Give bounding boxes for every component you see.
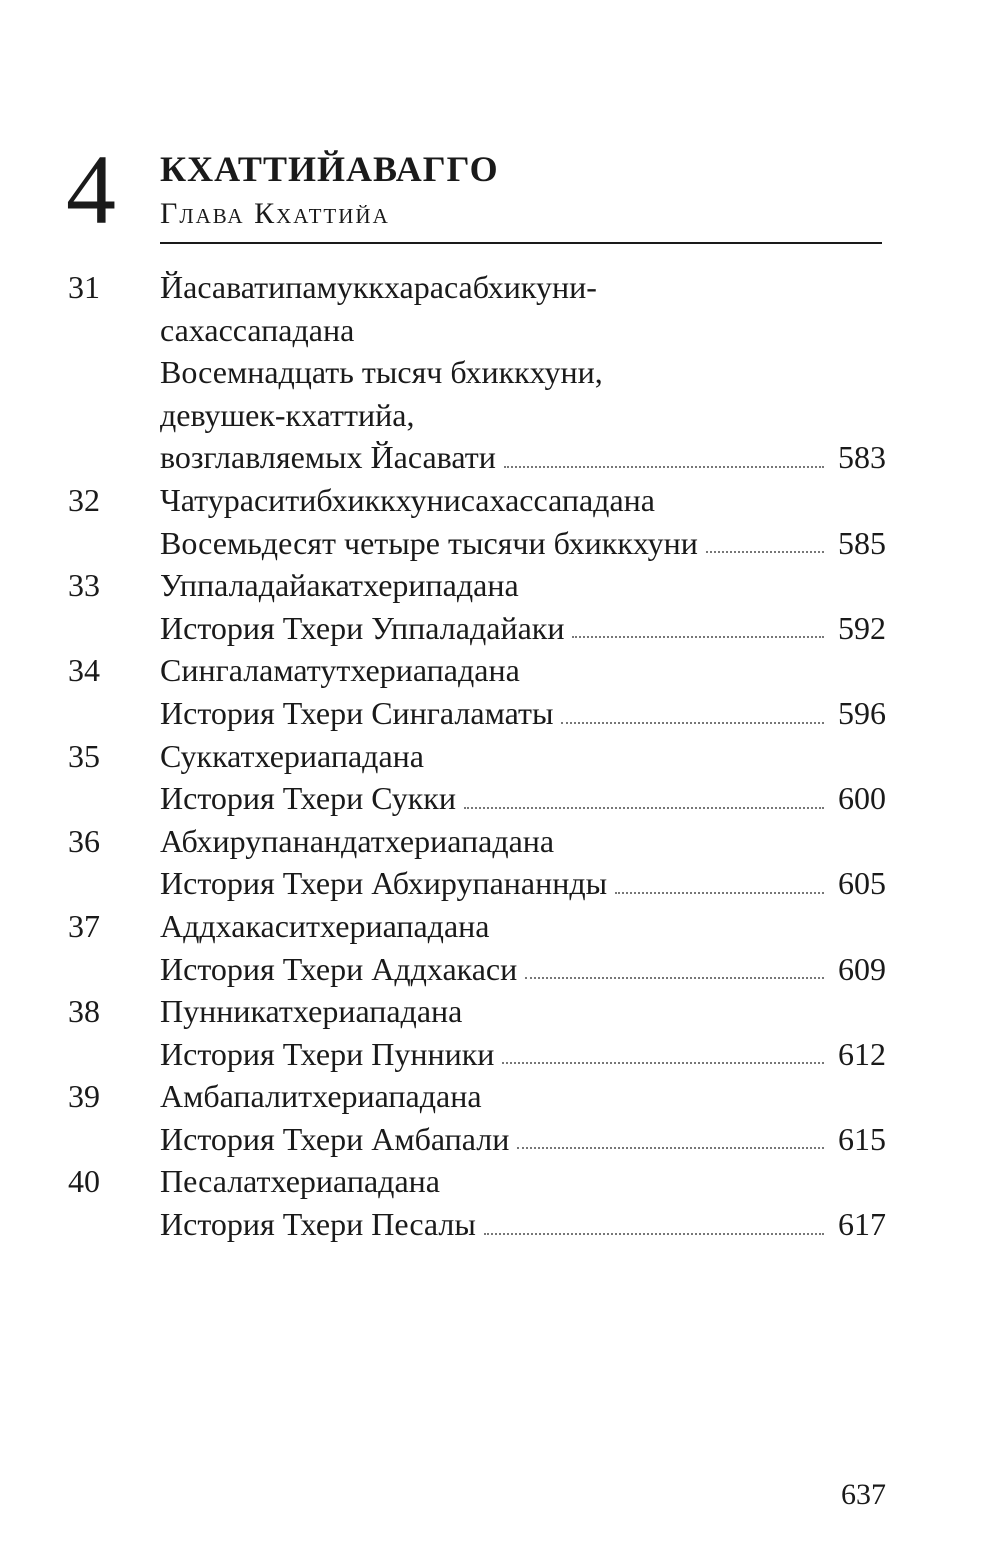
entry-number: 32: [68, 481, 100, 518]
dot-leader: [561, 721, 824, 724]
dot-leader: [484, 1232, 824, 1235]
entry-number: 38: [68, 993, 100, 1030]
entry-title-line: Йасаватипамуккхарасабхикуни-: [160, 269, 597, 305]
entry-translation: История Тхери Аддхакаси: [160, 950, 518, 987]
entry-title-line: Суккатхериападана: [160, 737, 424, 774]
entry-leader-line: [160, 1203, 886, 1246]
entry-number: 37: [68, 907, 100, 944]
chapter-number: 4: [66, 134, 116, 245]
entry-title-line: Абхирупанандатхериападана: [160, 822, 555, 859]
entry-translation: История Тхери Амбапали: [160, 1120, 510, 1157]
entry-page-number: 605: [838, 865, 886, 902]
entry-page-number: 609: [838, 950, 886, 987]
entry-title-line: девушек-кхаттийа,: [160, 396, 415, 433]
dot-leader: [504, 465, 824, 468]
entry-leader-line: [160, 692, 886, 735]
toc-entry: [68, 479, 886, 564]
dot-leader: [706, 550, 824, 553]
entry-leader-line: [160, 1118, 886, 1161]
entry-page-number: 583: [838, 439, 886, 476]
dot-leader: [502, 1061, 824, 1064]
entry-leader-line: [160, 436, 886, 479]
entry-page-number: 600: [838, 780, 886, 817]
chapter-subtitle: Глава Кхаттийа: [160, 197, 390, 230]
entry-number: 33: [68, 567, 100, 604]
entry-number: 39: [68, 1078, 100, 1115]
entry-title-line: Аддхакаситхериападана: [160, 907, 490, 944]
toc-entry: [68, 820, 886, 905]
toc-entry: [68, 1160, 886, 1245]
entry-page-number: 596: [838, 694, 886, 731]
entry-translation: возглавляемых Йасавати: [160, 439, 496, 476]
entry-number: 35: [68, 737, 100, 774]
toc-entry: [68, 649, 886, 734]
entry-title-line: сахассападана: [160, 311, 355, 348]
entry-translation: История Тхери Пунники: [160, 1035, 495, 1072]
entry-number: 31: [68, 269, 100, 305]
entry-translation: История Тхери Абхирупананнды: [160, 865, 608, 902]
entry-page-number: 615: [838, 1120, 886, 1157]
entry-translation: История Тхери Сукки: [160, 780, 456, 817]
entry-number: 34: [68, 652, 100, 689]
entry-title-line: Амбапалитхериападана: [160, 1078, 482, 1115]
entry-translation: История Тхери Уппаладайаки: [160, 609, 565, 646]
entry-title-line: Восемнадцать тысяч бхиккхуни,: [160, 354, 603, 391]
toc-entry: [68, 735, 886, 820]
entry-title-line: Чатураситибхиккхунисахассападана: [160, 481, 655, 518]
entry-translation: История Тхери Сингаламаты: [160, 694, 554, 731]
entry-translation: История Тхери Песалы: [160, 1206, 476, 1243]
entry-page-number: 617: [838, 1206, 886, 1243]
entry-leader-line: [160, 948, 886, 991]
dot-leader: [615, 891, 824, 894]
entry-page-number: 585: [838, 524, 886, 561]
entry-title-line: Пунникатхериападана: [160, 993, 463, 1030]
entry-title-line: Песалатхериападана: [160, 1163, 440, 1200]
entry-leader-line: [160, 522, 886, 565]
chapter-title: КХАТТИЙАВАГГО: [160, 149, 499, 189]
toc-entry: [68, 905, 886, 990]
entry-leader-line: [160, 607, 886, 650]
toc-entry: [68, 990, 886, 1075]
dot-leader: [572, 635, 824, 638]
table-of-contents: [68, 266, 886, 1246]
toc-entry: [68, 266, 886, 479]
dot-leader: [464, 806, 824, 809]
toc-entry: [68, 564, 886, 649]
dot-leader: [525, 976, 824, 979]
entry-leader-line: [160, 777, 886, 820]
toc-entry: [68, 1075, 886, 1160]
entry-number: 40: [68, 1163, 100, 1200]
entry-leader-line: [160, 1033, 886, 1076]
entry-page-number: 612: [838, 1035, 886, 1072]
entry-translation: Восемьдесят четыре тысячи бхиккхуни: [160, 524, 698, 561]
entry-title-line: Сингаламатутхериападана: [160, 652, 520, 689]
entry-number: 36: [68, 822, 100, 859]
page-number: 637: [841, 1478, 886, 1511]
header-rule: [160, 242, 882, 244]
entry-page-number: 592: [838, 609, 886, 646]
entry-leader-line: [160, 862, 886, 905]
dot-leader: [517, 1146, 824, 1149]
entry-title-line: Уппаладайакатхерипадана: [160, 567, 519, 604]
